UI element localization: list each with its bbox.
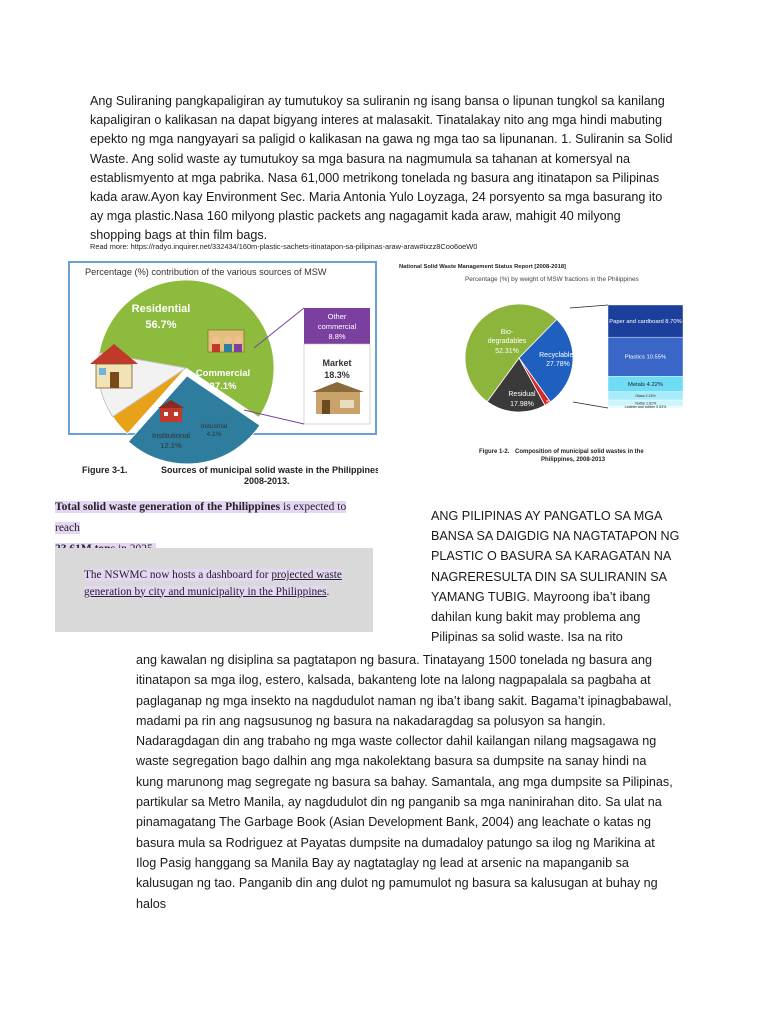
waste-projection-callout [55,497,373,545]
bar-label-textile: Textile 1.61% [634,401,657,406]
market-label: Market [322,358,352,368]
other-commercial-label-1: Other [327,312,347,321]
msw-composition-chart [395,260,740,465]
callout2-part1: The NSWMC now hosts a dashboard for [84,569,272,581]
callout1-part1: Total solid waste generation of the Philippines [55,501,281,513]
institutional-value: 12.1% [160,441,182,450]
connector-bottom-2 [573,402,608,408]
commercial-label: Commercial [195,368,251,379]
shop-people-icon [208,330,244,352]
intro-paragraph: Ang Suliraning pangkapaligiran ay tumutukoy sa suliranin ng isang bansa o lipunan tungkol sa kanilang kapaligiran o kalikasan na dapat bigyang interes at malasakit. Tinatalakay nito ang mga hindi mabuting epekto ng mga nangyayari sa paligid o kalikasan na gawa ng mga tao sa lipunanan. 1. Suliranin sa Solid Waste. Ang solid waste ay tumutukoy sa mga basura na nagmumula sa tahanan at komersyal na establismyento at mga pabrika. Nasa 61,000 metrikong tonelada ng basura ang itinatapon sa Pilipinas kada araw.Ayon kay Environment Sec. Maria Antonia Yulo Loyzaga, 24 porsyento sa mga basurang ito ay mga plastic.Nasa 160 milyong plastic packets ang nagagamit kada araw, mahigit 40 milyong shopping bags at thin film bags. [90,94,673,243]
bar-label-paper-and-cardboard: Paper and cardboard 8.70% [609,319,682,326]
chart2-title: Percentage (%) by weight of MSW fractions in the Philippines [465,276,639,283]
special-value: 1.91% [547,407,563,413]
callout2-part2: . [326,585,330,598]
chart2-header: National Solid Waste Management Status Report [2008-2018] [399,264,566,270]
industrial-label: Industrial [200,423,228,430]
figure1-years: 2008-2013. [244,476,290,486]
figure2-number: Figure 1-2. [479,449,510,455]
figure2-years: Philippines, 2008-2013 [541,457,606,463]
read-more-link[interactable]: Read more: https://radyo.inquirer.net/332434/160m-plastic-sachets-itinatapon-sa-pilipinas-araw-araw#ixzz8Coo6oeW0 [90,242,478,251]
figure-msw-composition [395,260,740,465]
connector-top-2 [570,305,608,308]
other-commercial-label-2: commercial [317,322,357,331]
industrial-value: 4.1% [206,431,222,438]
chart1-title: Percentage (%) contribution of the various sources of MSW [85,267,327,277]
dashboard-link[interactable]: projected waste generation by city and municipality in the Philippines [84,569,342,598]
bio-label-2: degradables [487,338,527,345]
residual-label: Residual [508,391,536,398]
figure1-number: Figure 3-1. [82,465,128,475]
callout1-part2: is expected to reach [55,501,347,534]
figure2-caption: Composition of municipal solid wastes in the [515,449,644,455]
recyclables-value: 27.78% [546,361,570,368]
figure-msw-sources [68,260,378,490]
commercial-value: 27.1% [209,381,237,392]
bar-label-glass: Glass 2.24% [635,394,656,399]
residential-label: Residential [131,303,191,315]
other-commercial-value: 8.8% [328,332,346,341]
special-label: Special [545,400,565,406]
residential-value: 56.7% [145,319,177,331]
market-value: 18.3% [324,370,350,380]
bar-label-plastics: Plastics 10.55% [624,354,667,361]
figure1-caption: Sources of municipal solid waste in the Philippines, [161,465,378,475]
right-column-paragraph: ANG PILIPINAS AY PANGATLO SA MGA BANSA SA DAIGDIG NA NAGTATAPON NG PLASTIC O BASURA SA KARAGATAN NA NAGRERESULTA DIN SA SULIRANIN SA YAMANG TUBIG. Mayroong iba’t ibang dahilan kung bakit may problema ang Pilipinas sa solid waste. Isa na rito [431,509,680,645]
msw-sources-chart [68,260,378,490]
bar-label-metals: Metals 4.22% [627,381,664,388]
body-paragraph-continued: ang kawalan ng disiplina sa pagtatapon ng basura. Tinatayang 1500 tonelada ng basura ang itinatapon sa mga ilog, estero, kalsada, bakanteng lote na lalong nagpapalala sa pagbaha at paglaganap ng mga insekto na nagdudulot naman ng iba’t ibang sakit. Bagama’t ipinagbabawal, madami pa rin ang nagsusunog ng basura na nakadaragdag sa polusyon sa hangin. Nadaragdagan din ang trabaho ng mga waste collector dahil kailangan nilang magsagawa ng waste segregation bago dalhin ang mga nakolektang basura sa dumpsite na sanay hindi na kung marunong mag segregate ng basura sa bahay. Samantala, ang mga dumpsite sa Pilipinas, partikular sa Metro Manila, ay nagdudulot din ng panganib sa mga naninirahan dito. Sa ulat na pinamagatang The Garbage Book (Asian Development Bank, 2004) ang leachate o katas ng basura mula sa Rodriguez at Payatas dumpsite na dumadaloy patungo sa ilog ng Marikina at Ilog Pasig hanggang sa Manila Bay ay nagtataglay ng lead at arsenic na mapanganib sa kalusugan ng tao. Panganib din ang dulot ng pamumulot ng basura sa kalusugan at buhay ng halos [136,653,673,911]
recyclables-label: Recyclables [539,352,577,359]
residual-value: 17.98% [510,401,534,408]
bar-label-leather-and-rubber: Leather and rubber 0.53% [624,405,667,410]
callout2-text [84,567,349,600]
bio-label-1: Bio- [500,329,514,336]
institutional-label: Institutional [152,431,190,440]
composition-breakdown-bar [608,305,683,409]
dashboard-callout [55,548,373,632]
bio-value: 52.31% [495,348,519,355]
